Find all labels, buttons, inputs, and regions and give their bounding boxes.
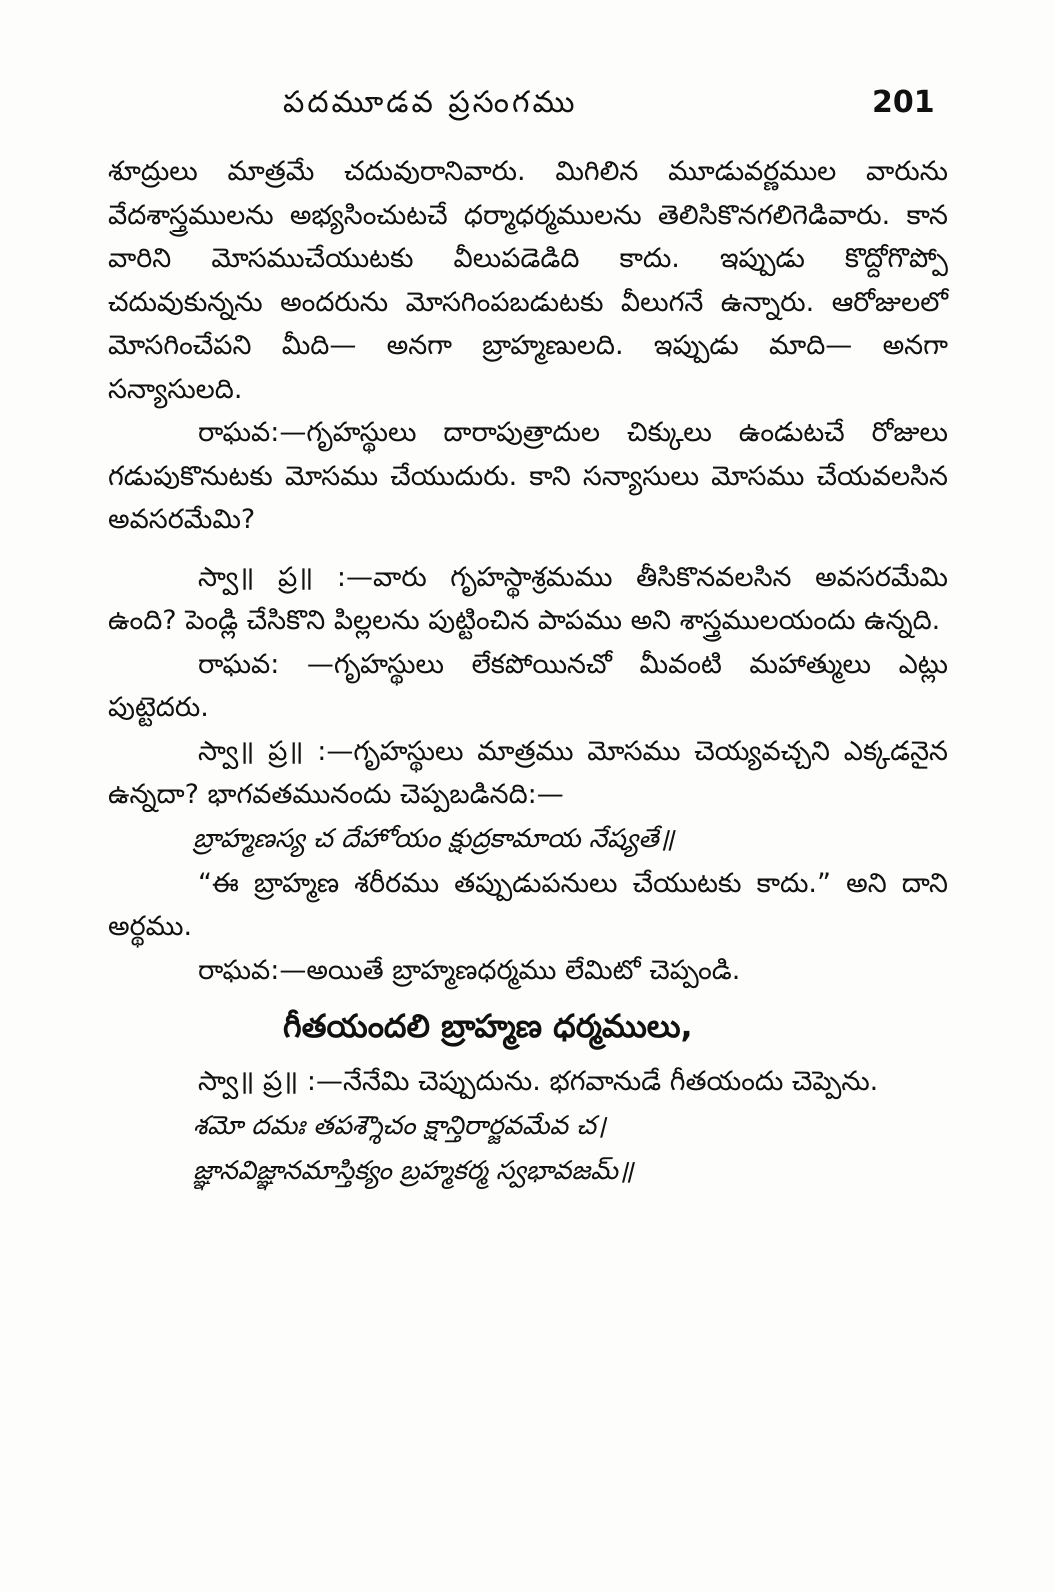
running-title: పదమూడవ ప్రసంగము xyxy=(283,85,578,120)
paragraph-raghava-2: రాఘవ: —గృహస్థులు లేకపోయినచో మీవంటి మహాత్ములు ఎట్లు పుట్టెదరు. xyxy=(108,648,948,723)
paragraph-raghava-3: రాఘవ:—అయితే బ్రాహ్మణధర్మము లేమిటో చెప్పండి. xyxy=(198,954,741,986)
paragraph-intro: శూద్రులు మాత్రమే చదువురానివారు. మిగిలిన మూడువర్ణముల వారును వేదశాస్త్రములను అభ్యసించుటచే ధర్మాధర్మములను తెలిసికొనగలిగెడివారు. కాన వారిని మోసముచేయుటకు వీలుపడెడిది కాదు. ఇప్పుడు కొద్దోగొప్పో చదువుకున్నను అందరును మోసగింపబడుటకు వీలుగనే ఉన్నారు. ఆరోజులలో మోసగించేపని మీది— అనగా బ్రాహ్మణులది. ఇప్పుడు మాది— అనగా సన్యాసులది. xyxy=(108,156,948,405)
paragraph-swami-1: స్వా॥ ప్ర॥ :—వారు గృహస్థాశ్రమము తీసికొనవలసిన అవసరమేమి ఉంది? పెండ్లి చేసికొని పిల్లలను పుట్టించిన పాపము అని శాస్త్రములయందు ఉన్నది. xyxy=(108,561,948,636)
body-text xyxy=(108,150,948,1194)
section-heading: గీతయందలి బ్రాహ్మణ ధర్మములు, xyxy=(283,1007,693,1045)
sanskrit-verse-1: బ్రాహ్మణస్య చ దేహోయం క్షుద్రకామాయ నేష్యతే॥ xyxy=(193,823,675,854)
paragraph-swami-2: స్వా॥ ప్ర॥ :—గృహస్థులు మాత్రము మోసము చెయ్యవచ్చని ఎక్కడనైన ఉన్నదా? భాగవతమునందు చెప్పబడినది:— xyxy=(108,735,948,810)
sanskrit-verse-2-line-1: శమో దమః తపశ్శౌచం క్షాన్తిరార్జవమేవ చ। xyxy=(193,1110,606,1141)
paragraph-raghava-1: రాఘవ:—గృహస్థులు దారాపుత్రాదుల చిక్కులు ఉండుటచే రోజులు గడుపుకొనుటకు మోసము చేయుదురు. కాని సన్యాసులు మోసము చేయవలసిన అవసరమేమి? xyxy=(108,417,948,535)
page-number: 201 xyxy=(872,85,935,120)
sanskrit-verse-2-line-2: జ్ఞానవిజ్ఞానమాస్తిక్యం బ్రహ్మకర్మ స్వభావజమ్॥ xyxy=(193,1155,634,1186)
page-header xyxy=(0,78,1055,128)
paragraph-swami-3: స్వా॥ ప్ర॥ :—నేనేమి చెప్పుదును. భగవానుడే గీతయందు చెప్పెను. xyxy=(198,1066,879,1097)
paragraph-quote-meaning: “ఈ బ్రాహ్మణ శరీరము తప్పుడుపనులు చేయుటకు కాదు.” అని దాని అర్థము. xyxy=(108,867,948,942)
